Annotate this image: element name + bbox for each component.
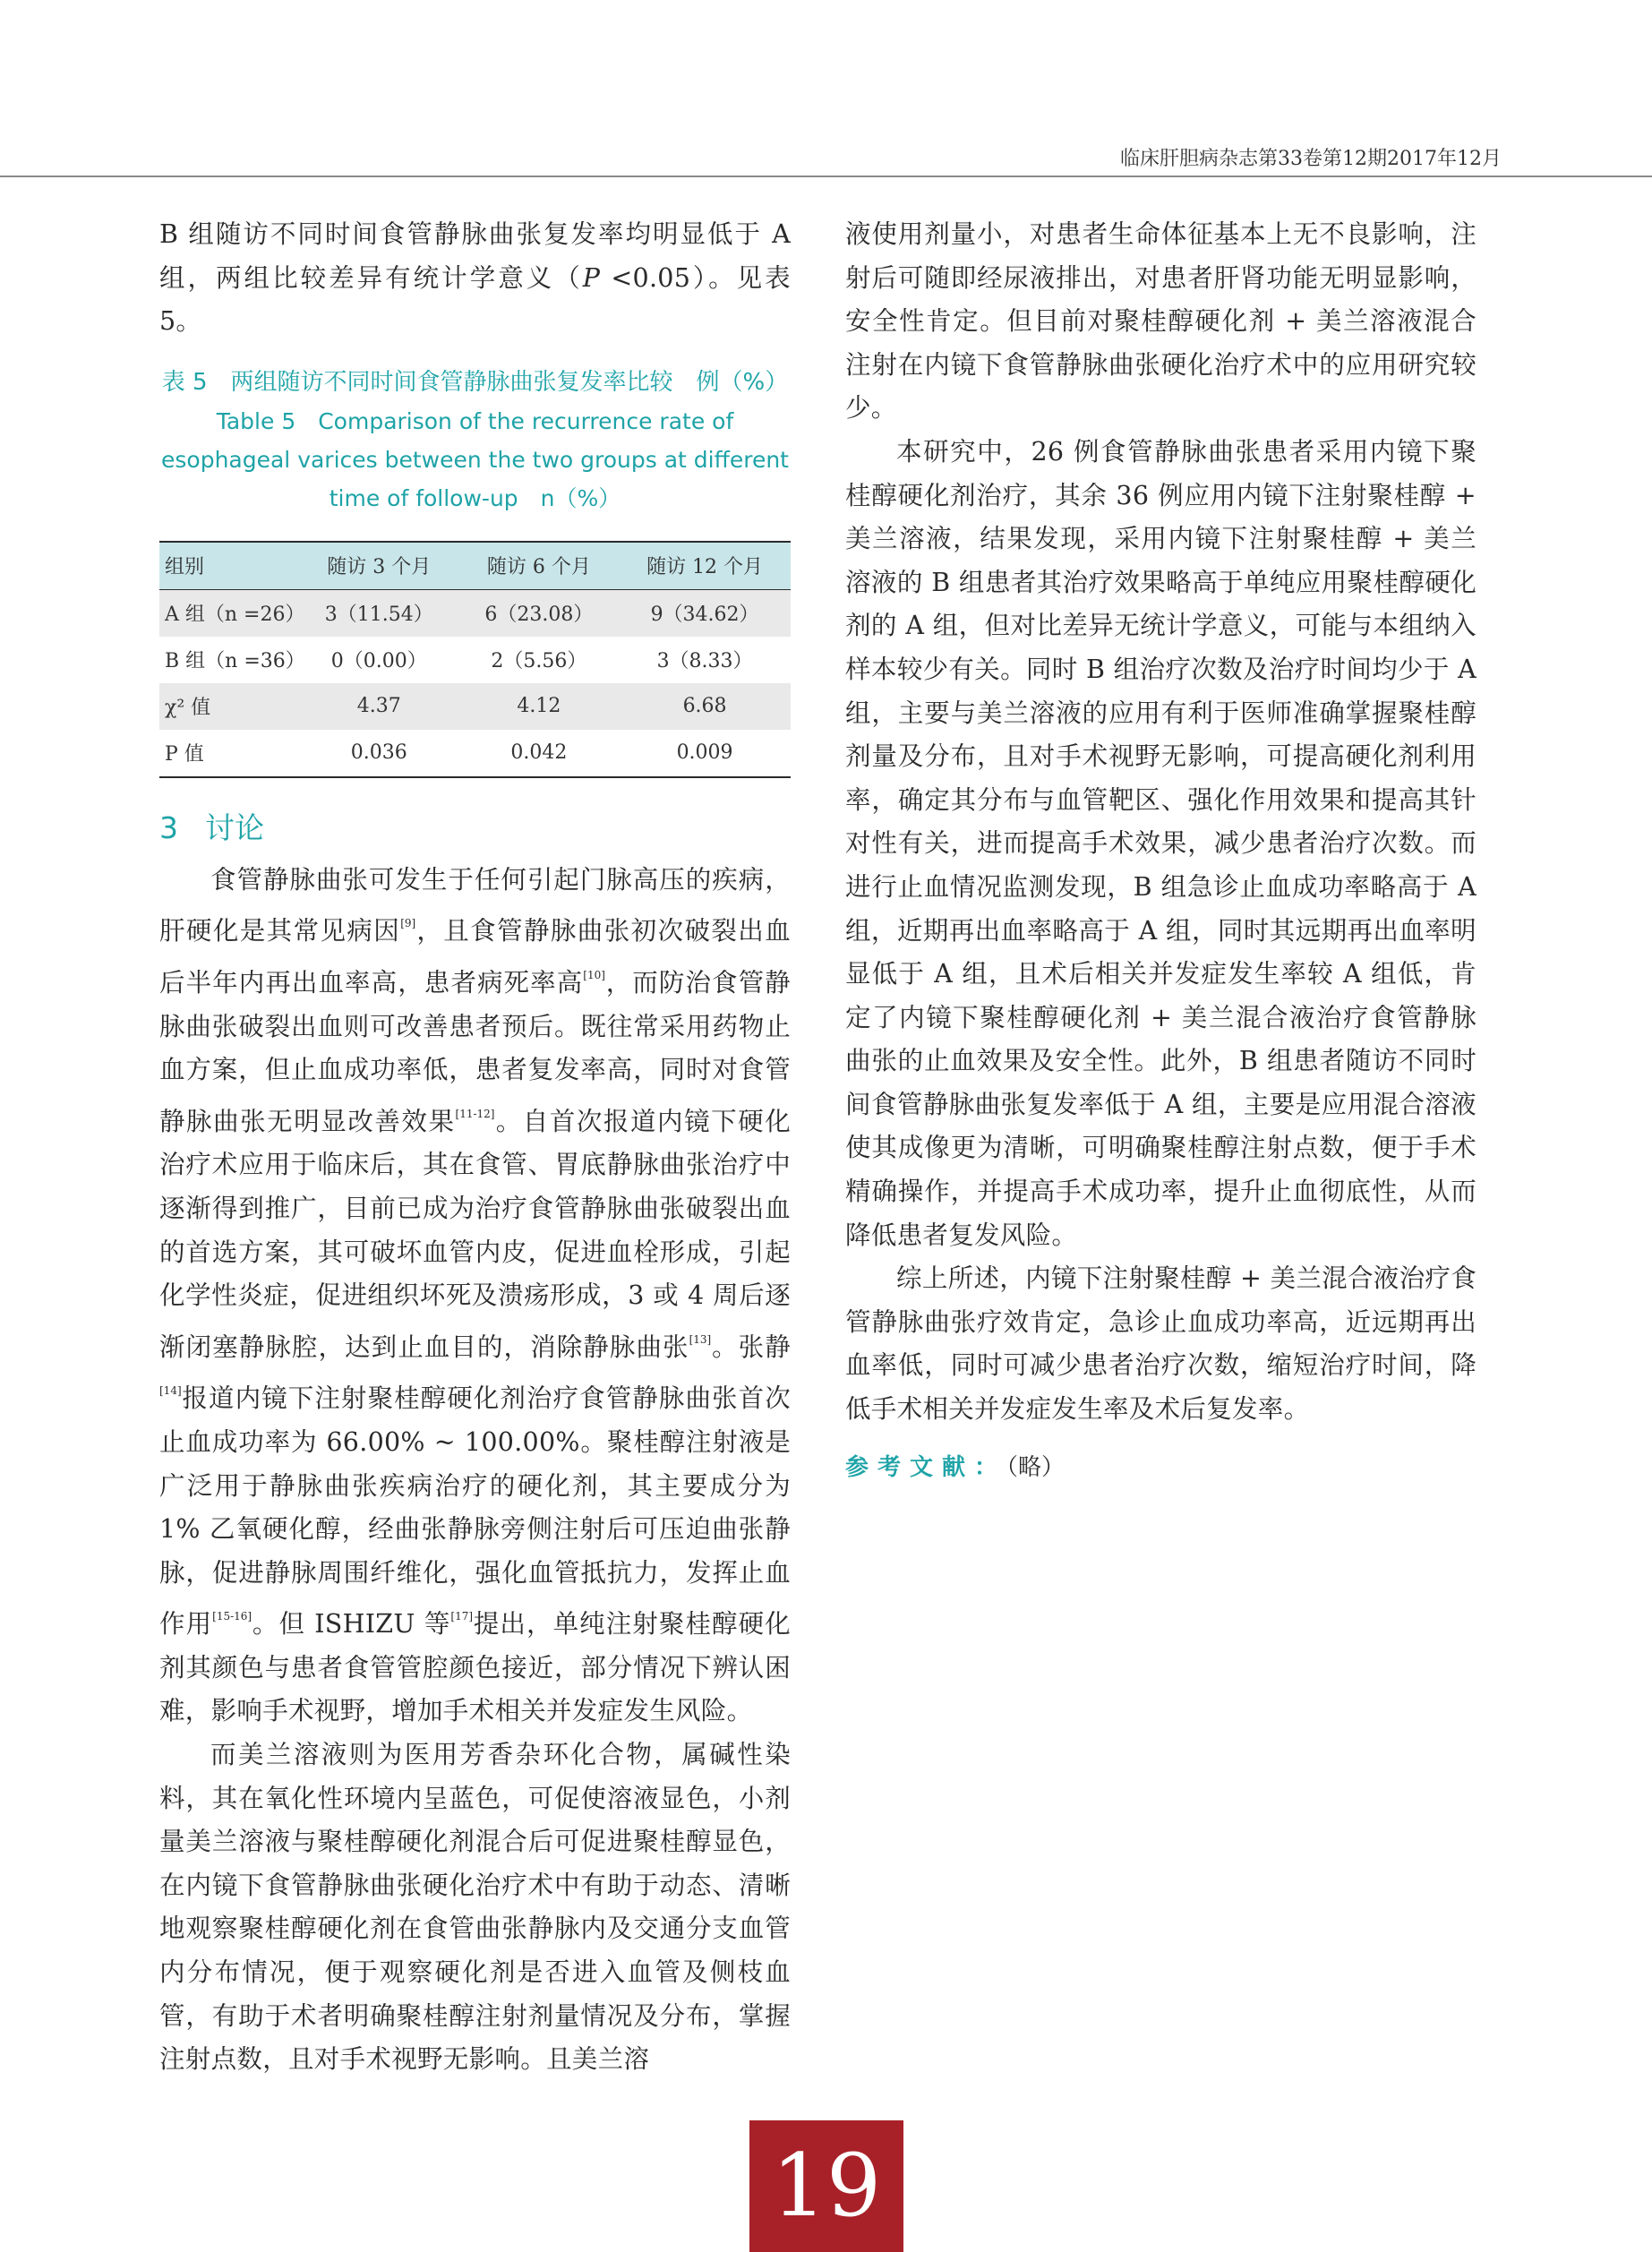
table-row (159, 589, 791, 637)
table-caption-en: Table 5 Comparison of the recurrence rate of esophageal varices between the two groups at different time of follow-up n（%） (161, 407, 789, 511)
table-cell: 9（34.62） (619, 589, 791, 637)
table-cell: 0.042 (459, 730, 620, 777)
citation: [15-16] (212, 1610, 253, 1623)
references (845, 1448, 1477, 1487)
citation: [10] (583, 968, 605, 981)
table-cell: 4.37 (299, 683, 459, 730)
journal-header: 临床肝胆病杂志第33卷第12期2017年12月 (1120, 148, 1502, 170)
conclusion-paragraph: 综上所述，内镜下注射聚桂醇 + 美兰混合液治疗食管静脉曲张疗效肯定，急诊止血成功率高，近远期再出血率低，同时可减少患者治疗次数，缩短治疗时间，降低手术相关并发症发生率及术后复发率。 (845, 1263, 1477, 1425)
table-caption-cn: 表 5 两组随访不同时间食管静脉曲张复发率比较 例（%） (161, 368, 789, 396)
table-header-cell: 随访 3 个月 (299, 542, 459, 590)
continued-paragraph: 液使用剂量小，对患者生命体征基本上无不良影响，注射后可随即经尿液排出，对患者肝肾功能无明显影响，安全性肯定。但目前对聚桂醇硬化剂 + 美兰溶液混合注射在内镜下食管静脉曲张硬化治疗术中的应用研究较少。 (845, 219, 1477, 424)
left-column (159, 213, 791, 2082)
section-title: 讨论 (205, 809, 264, 845)
discussion-paragraph-1: 食管静脉曲张可发生于任何引起门脉高压的疾病，肝硬化是其常见病因[9]，且食管静脉曲张初次破裂出血后半年内再出血率高，患者病死率高[10]，而防治食管静脉曲张破裂出血则可改善患者预后。既往常采用药物止血方案，但止血成功率低，患者复发率高，同时对食管静脉曲张无明显改善效果[11-12]。自首次报道内镜下硬化治疗术应用于临床后，其在食管、胃底静脉曲张治疗中逐渐得到推广，目前已成为治疗食管静脉曲张破裂出血的首选方案，其可破坏血管内皮，促进血栓形成，引起化学性炎症，促进组织坏死及溃疡形成，3 或 4 周后逐渐闭塞静脉腔，达到止血目的，消除静脉曲张[13]。张静[14]报道内镜下注射聚桂醇硬化剂治疗食管静脉曲张首次止血成功率为 66.00% ~ 100.00%。聚桂醇注射液是广泛用于静脉曲张疾病治疗的硬化剂，其主要成分为 1% 乙氧硬化醇，经曲张静脉旁侧注射后可压迫曲张静脉，促进静脉周围纤维化，强化血管抵抗力，发挥止血作用[15-16]。但 ISHIZU 等[17]提出，单纯注射聚桂醇硬化剂其颜色与患者食管管腔颜色接近，部分情况下辨认困难，影响手术视野，增加手术相关并发症发生风险。 (159, 864, 791, 1726)
citation: [14] (159, 1384, 182, 1398)
table-cell: 0（0.00） (330, 650, 427, 673)
right-column (845, 213, 1477, 1487)
table-cell: χ² 值 (159, 683, 299, 730)
results-table (159, 541, 791, 778)
table-row (159, 637, 791, 683)
section-number: 3 (159, 809, 178, 845)
section-heading (159, 807, 791, 850)
citation: [17] (450, 1610, 474, 1623)
table-cell: 3（8.33） (656, 650, 753, 673)
study-paragraph: 本研究中，26 例食管静脉曲张患者采用内镜下聚桂醇硬化剂治疗，其余 36 例应用内镜下注射聚桂醇 + 美兰溶液，结果发现，采用内镜下注射聚桂醇 + 美兰溶液的 B 组患者其治疗效果略高于单纯应用聚桂醇硬化剂的 A 组，但对比差异无统计学意义，可能与本组纳入样本较少有关。同时 B 组治疗次数及治疗时间均少于 A 组，主要与美兰溶液的应用有利于医师准确掌握聚桂醇剂量及分布，且对手术视野无影响，可提高硬化剂利用率，确定其分布与血管靶区、强化作用效果和提高其针对性有关，进而提高手术效果，减少患者治疗次数。而进行止血情况监测发现，B 组急诊止血成功率略高于 A 组，近期再出血率略高于 A 组，同时其远期再出血率明显低于 A 组，且术后相关并发症发生率较 A 组低，肯定了内镜下聚桂醇硬化剂 + 美兰混合液治疗食管静脉曲张的止血效果及安全性。此外，B 组患者随访不同时间食管静脉曲张复发率低于 A 组，主要是应用混合溶液使其成像更为清晰，可明确聚桂醇注射点数，便于手术精确操作，并提高手术成功率，提升止血彻底性，从而降低患者复发风险。 (845, 436, 1477, 1250)
table-header-row (159, 542, 791, 590)
table-cell: 6（23.08） (459, 589, 620, 637)
table-row (159, 730, 791, 777)
table-cell: 2（5.56） (491, 650, 587, 673)
table-header-cell: 随访 12 个月 (619, 542, 791, 590)
table-cell: A 组（n =26） (159, 589, 299, 637)
references-label: 参考文献： (845, 1453, 1007, 1481)
table-header-cell: 随访 6 个月 (459, 542, 620, 590)
citation: [9] (400, 917, 416, 930)
table-cell: B 组（n =36） (165, 650, 305, 673)
citation: [11-12] (455, 1107, 495, 1120)
discussion-paragraph-2: 而美兰溶液则为医用芳香杂环化合物，属碱性染料，其在氧化性环境内呈蓝色，可促使溶液显色，小剂量美兰溶液与聚桂醇硬化剂混合后可促进聚桂醇显色，在内镜下食管静脉曲张硬化治疗术中有助于动态、清晰地观察聚桂醇硬化剂在食管曲张静脉内及交通分支血管内分布情况，便于观察硬化剂是否进入血管及侧枝血管，有助于术者明确聚桂醇注射剂量情况及分布，掌握注射点数，且对手术视野无影响。且美兰溶 (159, 1740, 791, 2075)
references-text: （略） (1006, 1453, 1066, 1481)
table-cell: 0.036 (299, 730, 459, 777)
table-cell: 0.009 (619, 730, 791, 777)
table-cell: 4.12 (459, 683, 620, 730)
citation: [13] (689, 1332, 712, 1346)
table-cell: 3（11.54） (299, 589, 459, 637)
table-cell: P 值 (159, 730, 299, 777)
page-number: 19 (749, 2120, 903, 2252)
table-cell: 6.68 (619, 683, 791, 730)
header-rule (0, 176, 1652, 177)
table-row (159, 683, 791, 730)
table-header-cell: 组别 (159, 542, 299, 590)
intro-paragraph: B 组随访不同时间食管静脉曲张复发率均明显低于 A 组，两组比较差异有统计学意义（P <0.05）。见表 5。 (159, 219, 791, 337)
